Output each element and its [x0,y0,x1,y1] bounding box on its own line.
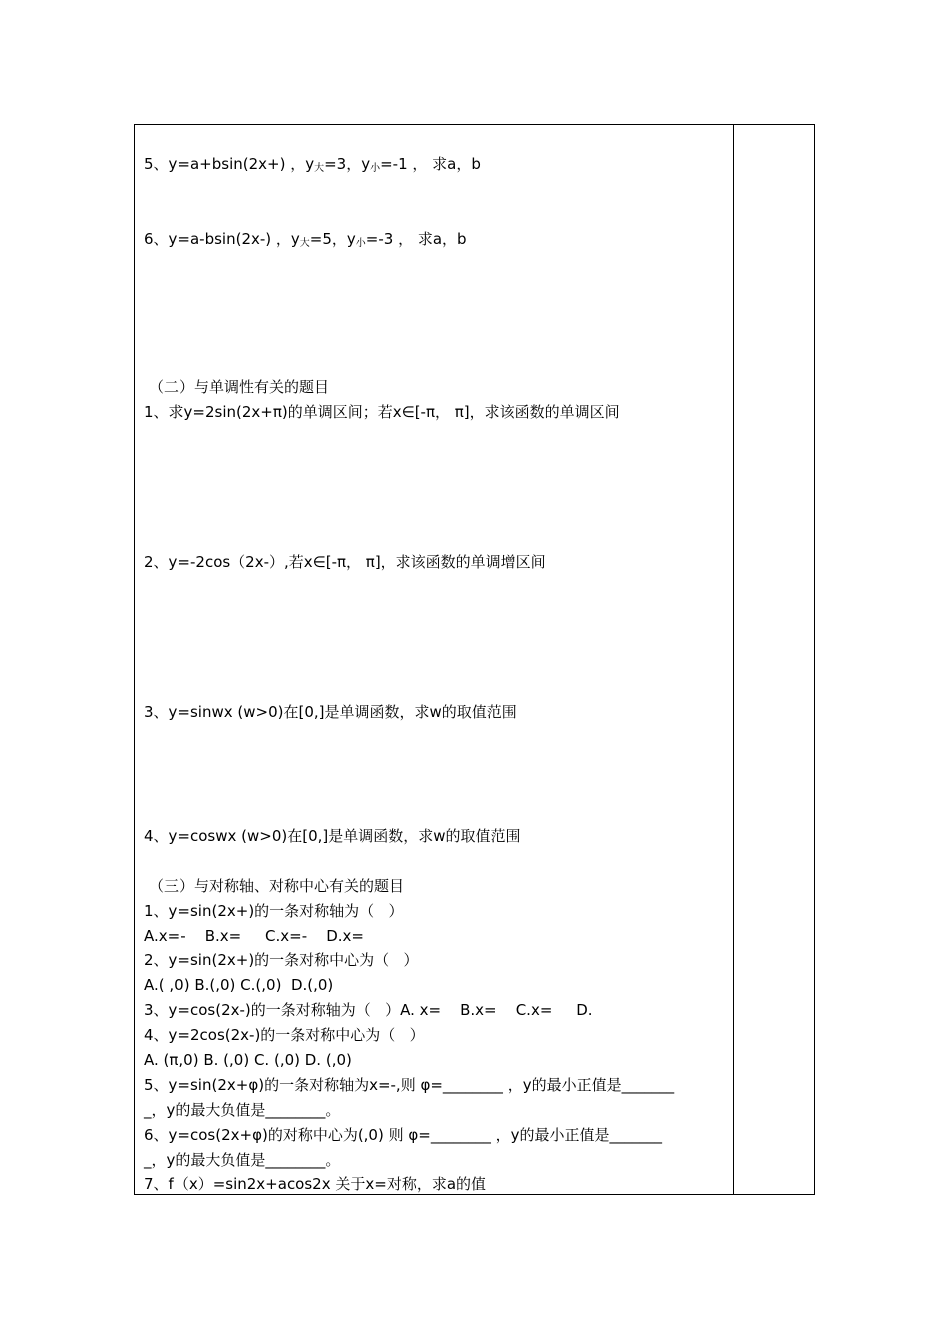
monotonicity-problem-4: 4、y=coswx (w>0)在[0,]是单调函数，求w的取值范围 [144,827,521,845]
symmetry-problem-3: 3、y=cos(2x-)的一条对称轴为（ ）A. x= B.x= C.x= D. [144,1001,593,1019]
symmetry-problem-4-options: A. (π,0) B. (,0) C. (,0) D. (,0) [144,1051,352,1069]
section-heading-symmetry: （三）与对称轴、对称中心有关的题目 [149,877,405,895]
monotonicity-problem-2: 2、y=-2cos（2x-）,若x∈[-π， π]，求该函数的单调增区间 [144,553,546,571]
problem-5: 5、y=a+bsin(2x+) ，$y_大=3$，$y_小=-1$ ， 求a，b [144,155,481,174]
symmetry-problem-6-line-2: _，y的最大负值是________。 [144,1151,341,1169]
symmetry-problem-2: 2、y=sin(2x+)的一条对称中心为（ ） [144,951,419,969]
problem-6: 6、y=a-bsin(2x-) ，$y_大=5$，$y_小=-3$ ， 求a，b [144,230,467,249]
monotonicity-problem-3: 3、y=sinwx (w>0)在[0,]是单调函数，求w的取值范围 [144,703,517,721]
column-divider [733,125,734,1194]
symmetry-problem-6-line-1: 6、y=cos(2x+φ)的对称中心为(,0) 则 φ=________ ，y的最小正值是_______ [144,1126,662,1144]
section-heading-monotonicity: （二）与单调性有关的题目 [149,378,330,396]
worksheet-table [134,124,815,1195]
symmetry-problem-1-options: A.x=- B.x= C.x=- D.x= [144,927,364,945]
symmetry-problem-5-line-1: 5、y=sin(2x+φ)的一条对称轴为x=-,则 φ=________ ，y的最小正值是_______ [144,1076,675,1094]
symmetry-problem-2-options: A.( ,0) B.(,0) C.(,0) D.(,0) [144,976,334,994]
symmetry-problem-7: 7、f（x）=sin2x+acos2x 关于x=对称，求a的值 [144,1175,487,1193]
symmetry-problem-1: 1、y=sin(2x+)的一条对称轴为（ ） [144,902,404,920]
symmetry-problem-5-line-2: _，y的最大负值是________。 [144,1101,341,1119]
monotonicity-problem-1: 1、求y=2sin(2x+π)的单调区间；若x∈[-π， π]，求该函数的单调区间 [144,403,620,421]
symmetry-problem-4: 4、y=2cos(2x-)的一条对称中心为（ ） [144,1026,425,1044]
